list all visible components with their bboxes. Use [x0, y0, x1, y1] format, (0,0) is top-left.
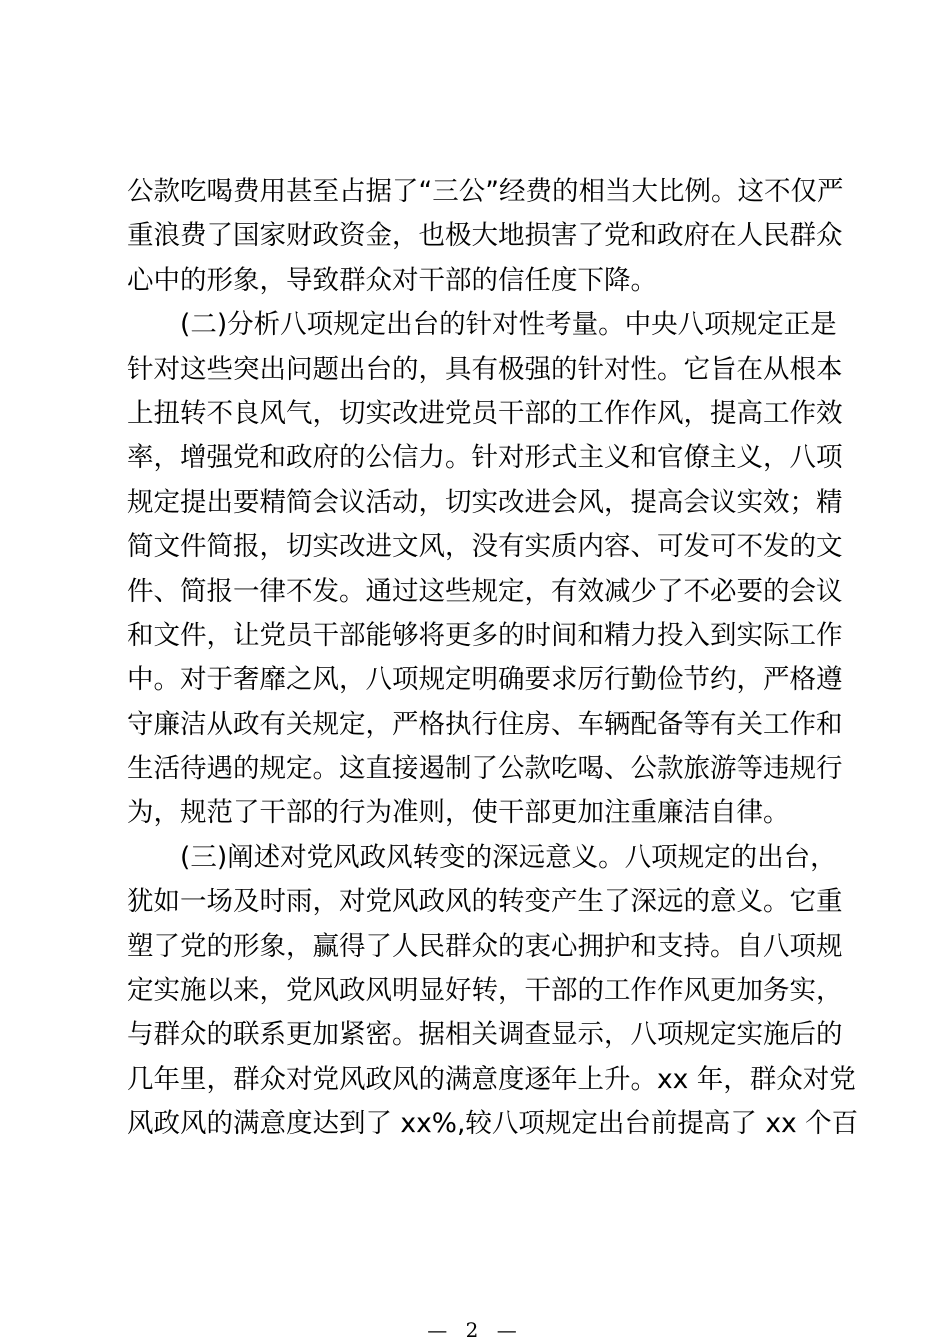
text-line: 生活待遇的规定。这直接遏制了公款吃喝、公款旅游等违规行 [127, 753, 843, 785]
text-line: 针对这些突出问题出台的，具有极强的针对性。它旨在从根本 [127, 353, 843, 385]
text-line: 风政风的满意度达到了 xx%,较八项规定出台前提高了 xx 个百 [127, 1108, 859, 1140]
text-line: 规定提出要精简会议活动，切实改进会风，提高会议实效；精 [127, 486, 843, 518]
text-line: 犹如一场及时雨，对党风政风的转变产生了深远的意义。它重 [127, 886, 843, 918]
text-line: 守廉洁从政有关规定，严格执行住房、车辆配备等有关工作和 [127, 708, 843, 740]
paragraph [127, 170, 844, 303]
text-line: 简文件简报，切实改进文风，没有实质内容、可发可不发的文 [127, 531, 843, 563]
paragraph [127, 836, 859, 1147]
text-line: (三)阐述对党风政风转变的深远意义。八项规定的出台， [180, 841, 837, 873]
text-line: 为，规范了干部的行为准则，使干部更加注重廉洁自律。 [127, 797, 790, 829]
text-line: 心中的形象，导致群众对干部的信任度下降。 [127, 264, 657, 296]
body-text [127, 170, 859, 1147]
text-line: 件、简报一律不发。通过这些规定，有效减少了不必要的会议 [127, 575, 843, 607]
text-line: 塑了党的形象，赢得了人民群众的衷心拥护和支持。自八项规 [127, 930, 843, 962]
text-line: (二)分析八项规定出台的针对性考量。中央八项规定正是 [180, 309, 837, 341]
paragraph [127, 303, 843, 836]
text-line: 重浪费了国家财政资金，也极大地损害了党和政府在人民群众 [127, 220, 843, 252]
text-line: 与群众的联系更加紧密。据相关调查显示，八项规定实施后的 [127, 1019, 843, 1051]
text-line: 几年里，群众对党风政风的满意度逐年上升。xx 年，群众对党 [127, 1063, 856, 1095]
text-line: 和文件，让党员干部能够将更多的时间和精力投入到实际工作 [127, 619, 843, 651]
text-line: 公款吃喝费用甚至占据了“三公”经费的相当大比例。这不仅严 [127, 176, 844, 207]
text-line: 定实施以来，党风政风明显好转，干部的工作作风更加务实， [127, 975, 843, 1007]
text-line: 上扭转不良风气，切实改进党员干部的工作作风，提高工作效 [127, 397, 843, 429]
page-number: — 2 — [427, 1318, 523, 1342]
text-line: 率，增强党和政府的公信力。针对形式主义和官僚主义，八项 [127, 442, 843, 474]
text-line: 中。对于奢靡之风，八项规定明确要求厉行勤俭节约，严格遵 [127, 664, 843, 696]
